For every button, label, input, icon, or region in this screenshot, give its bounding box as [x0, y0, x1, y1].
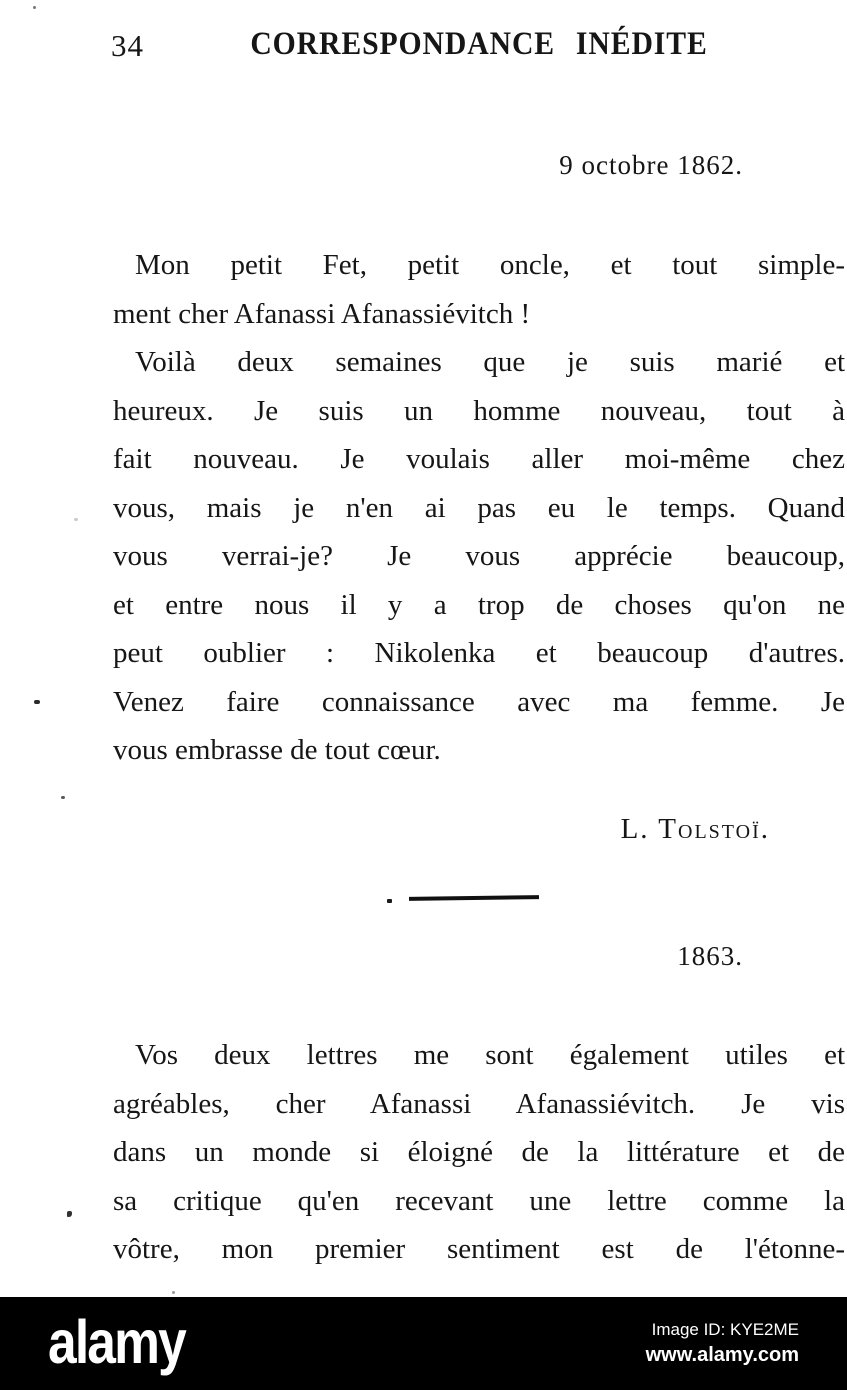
letter-body-1863 — [113, 1031, 845, 1274]
alamy-watermark-bar — [0, 1297, 847, 1390]
text-line: vôtre, mon premier sentiment est de l'étonne- — [113, 1233, 845, 1265]
alamy-logo: alamy — [48, 1306, 185, 1376]
text-line: vous verrai-je? Je vous apprécie beaucoup, — [113, 540, 845, 572]
letter-date-1863: 1863. — [677, 941, 743, 971]
text-line: vous, mais je n'en ai pas eu le temps. Quand — [113, 491, 845, 524]
letter-body-1862 — [113, 241, 845, 775]
text-line: Venez faire connaissance avec ma femme. Je — [113, 685, 845, 718]
text-line: sa critique qu'en recevant une lettre comme la — [113, 1184, 845, 1217]
text-line: vous embrasse de tout cœur. — [113, 734, 441, 766]
scan-speck — [33, 6, 36, 9]
text-line: Vos deux lettres me sont également utiles et — [135, 1039, 845, 1071]
running-header-title: CORRESPONDANCE INÉDITE — [250, 26, 708, 62]
text-line: peut oublier : Nikolenka et beaucoup d'autres. — [113, 637, 845, 669]
letter-signature: L. Tolstoï. — [620, 813, 770, 845]
letter-date-1862: 9 octobre 1862. — [559, 150, 743, 180]
scan-speck — [74, 518, 78, 521]
section-divider-rule — [409, 895, 539, 900]
text-line: Mon petit Fet, petit oncle, et tout simple- — [135, 249, 845, 281]
scan-speck — [172, 1291, 175, 1294]
text-line: heureux. Je suis un homme nouveau, tout à — [113, 394, 845, 427]
page-number: 34 — [111, 28, 144, 63]
image-id-text: Image ID: KYE2ME — [651, 1320, 799, 1340]
text-line: ment cher Afanassi Afanassiévitch ! — [113, 297, 531, 330]
alamy-url-text: www.alamy.com — [645, 1343, 799, 1366]
scan-speck — [67, 1211, 72, 1217]
text-line: et entre nous il y a trop de choses qu'on ne — [113, 588, 845, 621]
divider-dot — [387, 899, 392, 903]
scan-speck — [34, 700, 40, 704]
watermark-info — [646, 1319, 799, 1367]
text-line: dans un monde si éloigné de la littérature et de — [113, 1136, 845, 1168]
text-line: Voilà deux semaines que je suis marié et — [135, 346, 845, 378]
text-line: agréables, cher Afanassi Afanassiévitch. Je vis — [113, 1087, 845, 1120]
scan-speck — [61, 796, 65, 799]
text-line: fait nouveau. Je voulais aller moi-même chez — [113, 443, 845, 475]
